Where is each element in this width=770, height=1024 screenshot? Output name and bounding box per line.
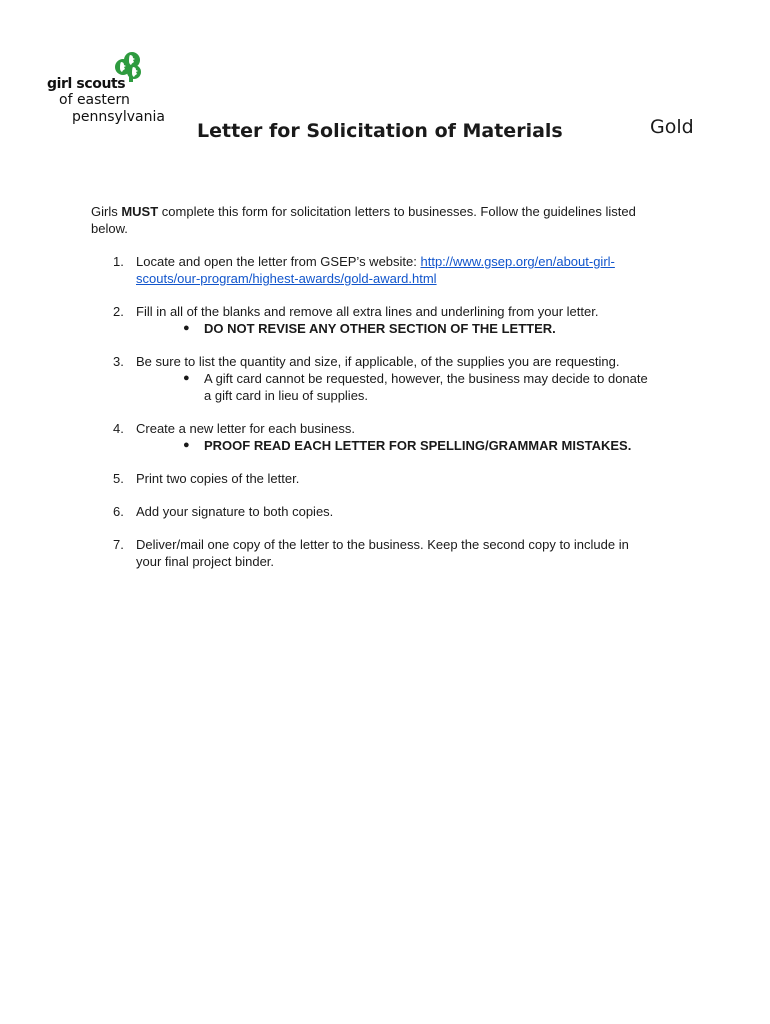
intro-prefix: Girls bbox=[91, 204, 122, 219]
step-bullet bbox=[136, 370, 651, 404]
step-number: 7. bbox=[113, 537, 124, 552]
intro-paragraph bbox=[91, 203, 651, 237]
steps-list bbox=[91, 253, 651, 586]
step-item-6 bbox=[91, 503, 651, 520]
step-bullet bbox=[136, 437, 651, 454]
step-item-2 bbox=[91, 303, 651, 337]
logo-wordmark-line-2: of eastern bbox=[59, 92, 130, 108]
step-text: Fill in all of the blanks and remove all extra lines and underlining from your letter. bbox=[136, 304, 599, 319]
step-text: Create a new letter for each business. bbox=[136, 421, 355, 436]
step-text: Deliver/mail one copy of the letter to the business. Keep the second copy to include in your final project binder. bbox=[136, 537, 629, 569]
bullet-text: DO NOT REVISE ANY OTHER SECTION OF THE LETTER. bbox=[204, 321, 556, 336]
gold-award-link[interactable]: http://www.gsep.org/en/about-girl-scouts/our-program/highest-awards/gold-award.html bbox=[136, 254, 615, 286]
step-text: Add your signature to both copies. bbox=[136, 504, 334, 519]
bullet-icon: ● bbox=[183, 322, 190, 334]
bullet-text: A gift card cannot be requested, however, the business may decide to donate a gift card in lieu of supplies. bbox=[204, 371, 648, 403]
step-number: 5. bbox=[113, 471, 124, 486]
intro-suffix: complete this form for solicitation letters to businesses. Follow the guidelines listed below. bbox=[91, 204, 636, 236]
step-item-5 bbox=[91, 470, 651, 487]
award-level-label: Gold bbox=[650, 116, 694, 138]
step-text: Print two copies of the letter. bbox=[136, 471, 300, 486]
step-number: 4. bbox=[113, 421, 124, 436]
bullet-text: PROOF READ EACH LETTER FOR SPELLING/GRAMMAR MISTAKES. bbox=[204, 438, 632, 453]
step-item-4 bbox=[91, 420, 651, 454]
bullet-icon: ● bbox=[183, 439, 190, 451]
step-item-7 bbox=[91, 536, 651, 570]
logo-wordmark-line-1: girl scouts bbox=[47, 76, 126, 92]
bullet-icon: ● bbox=[183, 372, 190, 384]
step-text: Be sure to list the quantity and size, if applicable, of the supplies you are requesting. bbox=[136, 354, 620, 369]
logo-wordmark-line-3: pennsylvania bbox=[72, 109, 165, 125]
page-title: Letter for Solicitation of Materials bbox=[197, 120, 563, 142]
step-item-3 bbox=[91, 353, 651, 404]
girl-scouts-logo bbox=[44, 52, 174, 132]
step-bullet bbox=[136, 320, 651, 337]
step-number: 1. bbox=[113, 254, 124, 269]
step-item-1 bbox=[91, 253, 651, 287]
intro-emphasis: MUST bbox=[121, 204, 159, 219]
step-text: Locate and open the letter from GSEP’s website: bbox=[136, 254, 421, 269]
step-number: 2. bbox=[113, 304, 124, 319]
step-number: 3. bbox=[113, 354, 124, 369]
step-number: 6. bbox=[113, 504, 124, 519]
